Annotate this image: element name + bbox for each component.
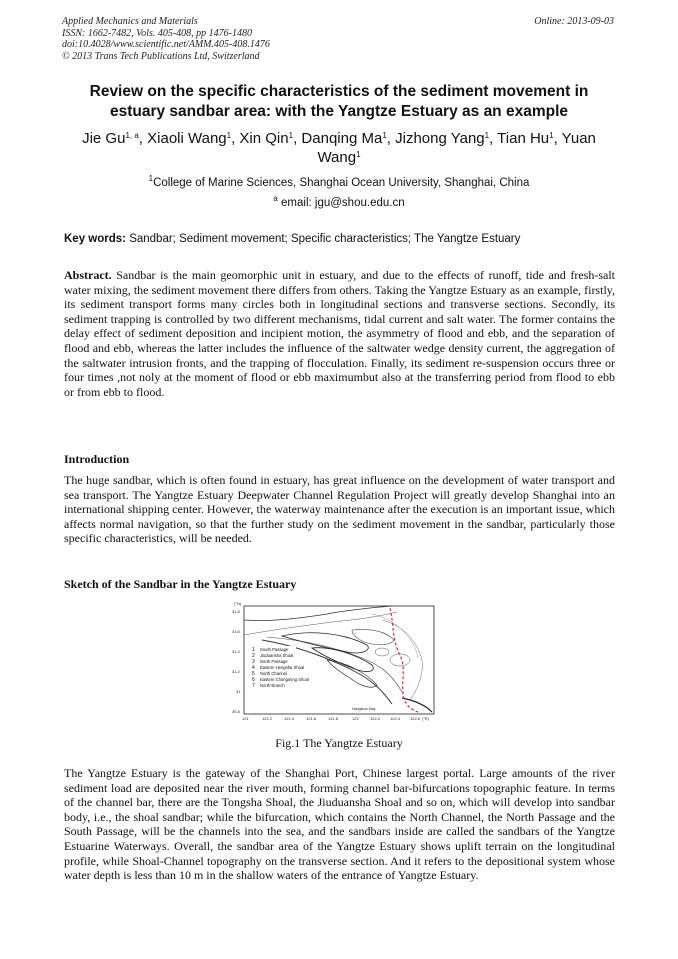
legend-num-2: 2: [252, 653, 255, 659]
legend-num-7: 7: [252, 683, 255, 689]
x-tick: 122.4: [390, 716, 401, 721]
bay-label: Hangzhou Bay: [352, 707, 376, 711]
keywords-label: Key words:: [64, 233, 126, 245]
x-tick: 121.6: [306, 716, 317, 721]
body-paragraph: The Yangtze Estuary is the gateway of the Shanghai Port, Chinese largest portal. Large amounts of the river sediment load are deposited near the river mouth, forming channel bar-bifurcations topographic feature. In terms of the channel bar, there are the Tongsha Shoal, the Jiuduansha Shoal and so on, which will develop into sandbar body, i.e., the shoal sandbar; while the bifurcation, which contains the North Channel, the North Passage and the South Passage, will be the channels into the sea, and the sandbars inside are called the sandbars of the Yangtze Estuarine Waterways. Overall, the sandbar area of the Yangtze Estuary shows uplift terrain on the longitudinal profile, while Shoal-Channel topography on the transverse section. And it refers to the depositional system whose water depth is less than 10 m in the shallow waters of the entrance of Yangtze Estuary.: [64, 766, 615, 883]
email-line: $^a$ email: jgu@shou.edu.cn: [273, 194, 405, 209]
x-tick: 122.6: [410, 716, 421, 721]
x-tick: 121.2: [262, 716, 273, 721]
legend-label-2: Jiuduansha Shoal: [260, 653, 294, 658]
legend-label-4: Eastern Hengsha Shoal: [260, 665, 305, 670]
y-tick: 30.8: [232, 709, 240, 714]
issn-line: ISSN: 1662-7482, Vols. 405-408, pp 1476-1480: [62, 27, 252, 39]
sketch-heading: Sketch of the Sandbar in the Yangtze Estuary: [64, 577, 297, 591]
author: Yuan Wang$^1$: [317, 130, 596, 166]
legend-label-7: North Branch: [260, 683, 285, 688]
x-tick: 122.2: [370, 716, 381, 721]
legend-num-3: 3: [252, 659, 255, 665]
estuary-map-figure: [232, 600, 440, 722]
y-tick: 31.4: [232, 649, 240, 654]
author: Tian Hu$^1$,: [497, 130, 562, 147]
legend-label-5: North Channel: [260, 671, 288, 676]
y-tick: 31.2: [232, 669, 240, 674]
running-header: [62, 16, 614, 62]
author-list: [60, 129, 618, 167]
introduction-text: The huge sandbar, which is often found in estuary, has great influence on the development of water transport and sea transport. The Yangtze Estuary Deepwater Channel Regulation Project will greatly develop Shanghai into an international shipping center. However, the waterway maintenance after the execution is an important issue, which affects normal navigation, so that the further study on the sediment movement in the sandbar, particularly those specific characteristics, will be needed.: [64, 473, 615, 546]
abstract-label: Abstract.: [64, 268, 112, 282]
y-tick: 31: [236, 689, 241, 694]
x-tick: 121.4: [284, 716, 295, 721]
y-tick: 31.8: [232, 609, 240, 614]
x-tick: 122: [352, 716, 359, 721]
corner-top-label: (°N): [234, 601, 242, 606]
legend-num-6: 6: [252, 677, 255, 683]
online-date: Online: 2013-09-03: [534, 16, 614, 27]
legend-num-1: 1: [252, 647, 255, 653]
paper-title: Review on the specific characteristics of the sediment movement in estuary sandbar area: with the Yangtze Estuary as an example: [89, 83, 589, 120]
author: Jie Gu$^{1, a}$,: [82, 130, 148, 147]
introduction-heading: Introduction: [64, 452, 130, 466]
x-tick: 121: [242, 716, 249, 721]
author: Danqing Ma$^1$,: [301, 130, 396, 147]
x-tick: 121.8: [328, 716, 339, 721]
author: Xiaoli Wang$^1$,: [147, 130, 240, 147]
legend-num-4: 4: [252, 665, 255, 671]
legend-label-1: South Passage: [260, 647, 289, 652]
legend-label-6: Eastern Chongming Shoal: [260, 677, 309, 682]
legend-num-5: 5: [252, 671, 255, 677]
affiliation: $^1$College of Marine Sciences, Shanghai Ocean University, Shanghai, China: [148, 174, 530, 189]
author: Xin Qin$^1$,: [239, 130, 302, 147]
corner-right-label: (°E): [422, 716, 429, 721]
estuary-map: [232, 600, 440, 722]
abstract: Abstract. Sandbar is the main geomorphic unit in estuary, and due to the effects of runoff, tide and fresh-salt water mixing, the sediment movement there differs from others. Taking the Yangtze Estuary as an example, firstly, its sediment transport forms many circles both in longitudinal sections and transverse sections. Secondly, its sediment trapping is controlled by two different mechanisms, tidal current and salt water. The former contains the delay effect of sediment deposition and incipient motion, the asymmetry of flood and ebb, and the separation of flood and ebb, whereas the latter includes the influence of the saltwater wedge density current, the aggregation of the saltwater intrusion fronts, and the trapping of flocculation. Finally, its sediment re-suspension occurs three or four times ,not noly at the moment of flood or ebb maximumbut also at the transferring period from flood to ebb or from ebb to flood.: [64, 268, 615, 399]
y-tick: 31.6: [232, 629, 240, 634]
keywords: Key words: Sandbar; Sediment movement; Specific characteristics; The Yangtze Estuary: [64, 233, 521, 245]
copyright-line: © 2013 Trans Tech Publications Ltd, Switzerland: [62, 50, 260, 62]
doi-line: doi:10.4028/www.scientific.net/AMM.405-408.1476: [62, 39, 270, 50]
journal-name: Applied Mechanics and Materials: [62, 16, 198, 27]
legend-label-3: North Passage: [260, 659, 288, 664]
figure-caption: Fig.1 The Yangtze Estuary: [275, 736, 403, 750]
author: Jizhong Yang$^1$,: [395, 130, 498, 147]
